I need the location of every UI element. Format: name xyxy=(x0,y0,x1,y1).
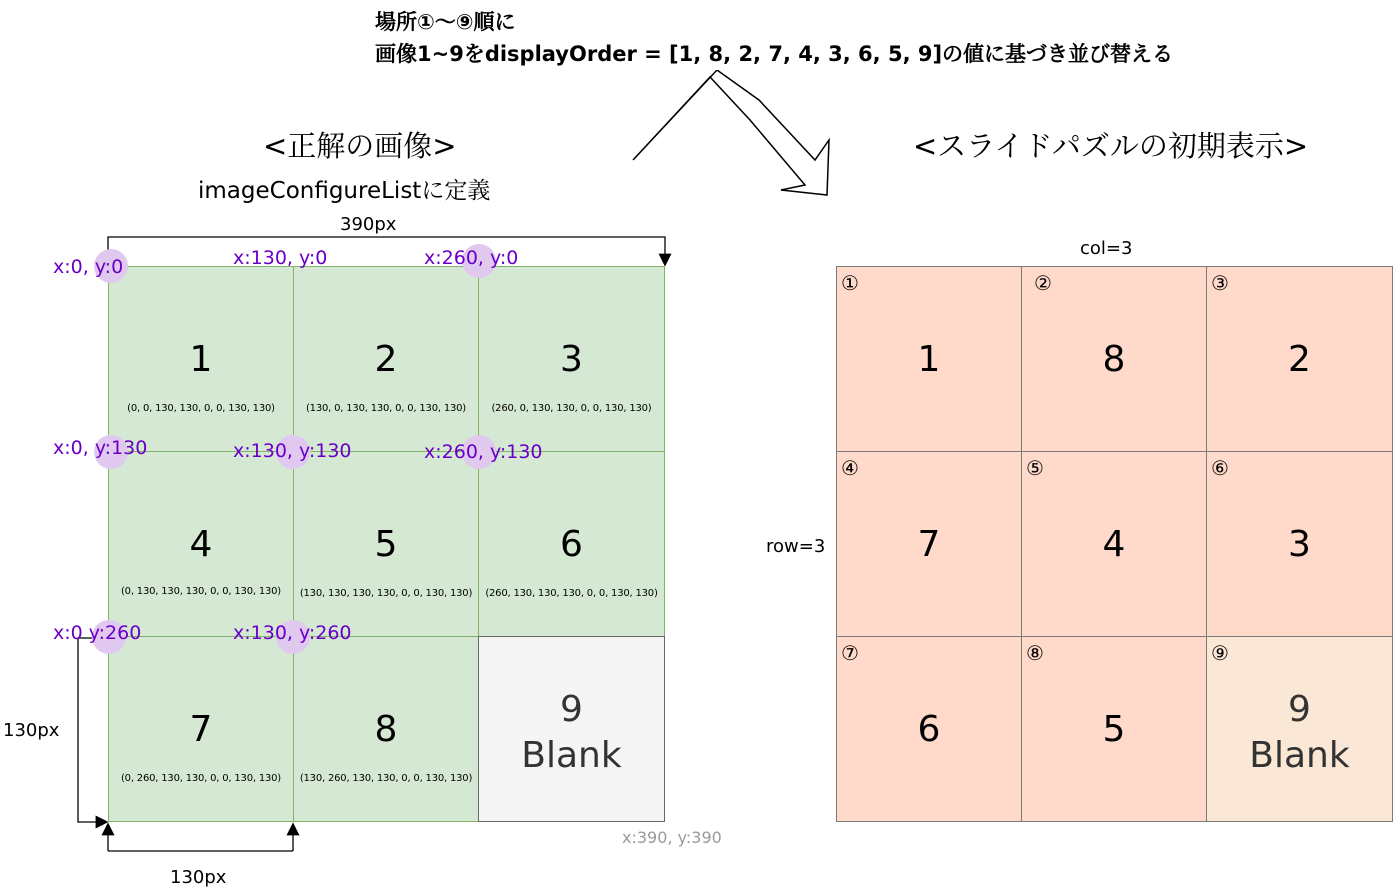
tile-number: 4 xyxy=(189,524,213,565)
slot-number: ② xyxy=(1034,271,1052,295)
tile-number: 6 xyxy=(560,524,583,565)
tile-coords: (0, 130, 130, 130, 0, 0, 130, 130) xyxy=(120,586,282,597)
tile-coords: (0, 0, 130, 130, 0, 0, 130, 130) xyxy=(127,403,275,414)
bottom-width-label: 130px xyxy=(170,867,227,888)
corner-label: x:260, y:130 xyxy=(424,441,543,463)
tile-number: 3 xyxy=(560,339,583,380)
slot-5 xyxy=(1021,451,1207,637)
tile-number: 7 xyxy=(917,524,941,565)
tile-number: 1 xyxy=(917,339,941,380)
tile-coords: (260, 130, 130, 130, 0, 0, 130, 130) xyxy=(485,588,658,599)
slot-4 xyxy=(836,451,1022,637)
blank-tile-number: 9 xyxy=(1288,689,1311,730)
slot-number: ⑧ xyxy=(1026,641,1044,665)
tile-4 xyxy=(108,451,294,637)
slot-number: ⑦ xyxy=(841,641,859,665)
col-label: col=3 xyxy=(1080,238,1133,259)
tile-8 xyxy=(293,636,479,822)
tile-9-blank xyxy=(478,636,665,822)
slot-2 xyxy=(1021,266,1207,452)
tile-5 xyxy=(293,451,479,637)
correct-image-grid xyxy=(108,266,665,822)
tile-number: 3 xyxy=(1288,524,1311,565)
instruction-line-2: 画像1~9をdisplayOrder = [1, 8, 2, 7, 4, 3, 6, 5, 9]の値に基づき並び替える xyxy=(375,42,1174,66)
tile-number: 8 xyxy=(374,709,398,750)
slot-number: ④ xyxy=(841,456,859,480)
corner-label: x:130, y:0 xyxy=(233,247,328,269)
slot-8 xyxy=(1021,636,1207,822)
slot-number: ③ xyxy=(1211,271,1229,295)
tile-number: 2 xyxy=(374,339,398,380)
tile-coords: (130, 260, 130, 130, 0, 0, 130, 130) xyxy=(299,773,473,784)
slot-number: ⑥ xyxy=(1211,456,1229,480)
tile-number: 1 xyxy=(189,339,213,380)
tile-number: 2 xyxy=(1288,339,1311,380)
slot-number: ⑨ xyxy=(1211,641,1229,665)
blank-tile-label: Blank xyxy=(1249,735,1350,776)
slot-1 xyxy=(836,266,1022,452)
tile-number: 8 xyxy=(1102,339,1126,380)
width-label: 390px xyxy=(340,214,397,235)
corner-label: x:0 y:260 xyxy=(53,622,142,644)
tile-coords: (0, 260, 130, 130, 0, 0, 130, 130) xyxy=(120,773,282,784)
tile-1 xyxy=(108,266,294,452)
left-panel-subtitle: imageConfigureListに定義 xyxy=(198,178,491,204)
tile-number: 4 xyxy=(1102,524,1126,565)
row-label: row=3 xyxy=(766,536,826,557)
tile-6 xyxy=(478,451,665,637)
end-coord-label: x:390, y:390 xyxy=(622,828,722,847)
tile-number: 5 xyxy=(1102,709,1126,750)
corner-label: x:0, y:0 xyxy=(53,256,124,278)
blank-tile-text xyxy=(479,687,664,779)
slot-6 xyxy=(1206,451,1393,637)
slot-number: ⑤ xyxy=(1026,456,1044,480)
right-panel-title: <スライドパズルの初期表示> xyxy=(913,129,1309,163)
height-label: 130px xyxy=(3,720,60,741)
blank-tile-label: Blank xyxy=(521,735,622,776)
slot-3 xyxy=(1206,266,1393,452)
tile-coords: (130, 0, 130, 130, 0, 0, 130, 130) xyxy=(305,403,467,414)
tile-coords: (260, 0, 130, 130, 0, 0, 130, 130) xyxy=(491,403,652,414)
blank-tile-number: 9 xyxy=(560,689,583,730)
tile-number: 5 xyxy=(374,524,398,565)
blank-tile-text xyxy=(1207,687,1392,779)
instruction-line-1: 場所①〜⑨順に xyxy=(375,10,516,34)
slot-7 xyxy=(836,636,1022,822)
corner-label: x:130, y:130 xyxy=(233,440,352,462)
tile-number: 7 xyxy=(189,709,213,750)
left-panel-title: <正解の画像> xyxy=(263,129,457,163)
slot-9-blank xyxy=(1206,636,1393,822)
corner-label: x:0, y:130 xyxy=(53,437,148,459)
slot-number: ① xyxy=(841,271,859,295)
tile-number: 6 xyxy=(917,709,941,750)
tile-7 xyxy=(108,636,294,822)
puzzle-initial-grid xyxy=(836,266,1393,822)
corner-label: x:260, y:0 xyxy=(424,247,519,269)
tile-2 xyxy=(293,266,479,452)
corner-label: x:130, y:260 xyxy=(233,622,352,644)
tile-coords: (130, 130, 130, 130, 0, 0, 130, 130) xyxy=(299,588,473,599)
tile-3 xyxy=(478,266,665,452)
